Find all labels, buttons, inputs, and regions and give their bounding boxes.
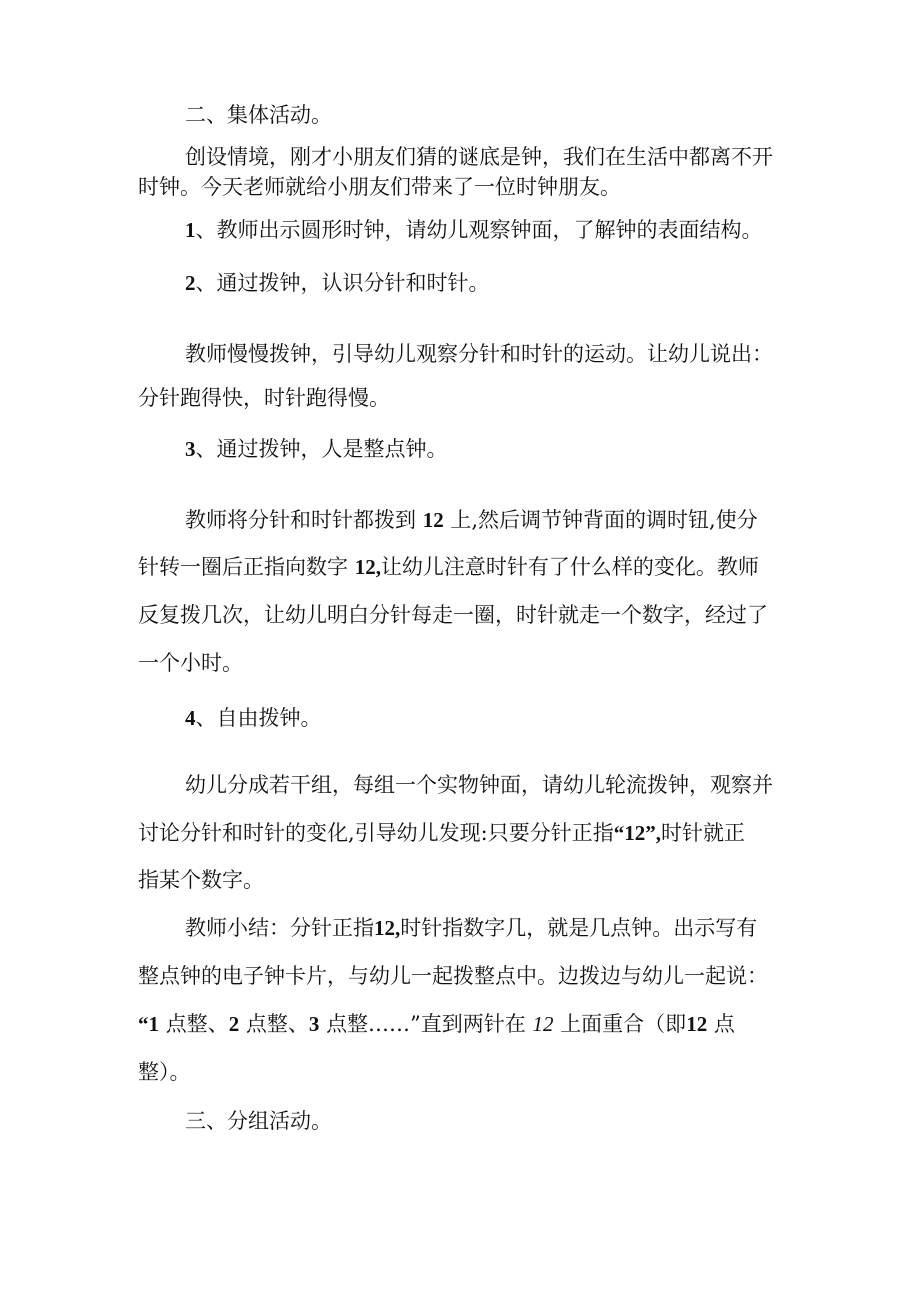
text-span: 点整、: [245, 1012, 309, 1036]
text-span: 时针就正: [661, 821, 745, 845]
section-2-heading: 二、集体活动。: [185, 103, 332, 127]
text-span: 教师将分针和时针都拨到: [185, 508, 416, 532]
step-3-number: 3: [185, 437, 196, 461]
paragraph-2-line-2: 分针跑得快，时针跑得慢。: [138, 386, 390, 410]
number-12: 12: [422, 508, 444, 532]
quoted-12: “12”,: [613, 821, 661, 845]
paragraph-3-line-4: 一个小时。: [138, 651, 243, 675]
text-span: 针转一圈后正指向数字: [138, 555, 348, 579]
step-4-text: 、自由拨钟。: [195, 706, 322, 730]
paragraph-4-line-1: 幼儿分成若干组，每组一个实物钟面，请幼儿轮流拨钟，观察并: [185, 773, 773, 797]
number-12: 12: [686, 1012, 708, 1036]
paragraph-4-line-2: [138, 818, 745, 848]
summary-line-4: 整）。: [138, 1060, 191, 1084]
paragraph-2-line-1: 教师慢慢拨钟，引导幼儿观察分针和时针的运动。让幼儿说出：: [185, 342, 773, 366]
text-span: 让幼儿注意时针有了什么样的变化。教师: [380, 555, 759, 579]
summary-line-1: [185, 913, 757, 943]
paragraph-3-line-2: [138, 552, 759, 582]
step-2-number: 2: [185, 271, 196, 295]
step-2-text: 、通过拨钟，认识分针和时针。: [195, 271, 490, 295]
number-12: 12,: [374, 916, 401, 940]
number-2: 2: [228, 1012, 240, 1036]
text-span: 点整……”直到两针在: [326, 1012, 526, 1036]
text-span: 讨论分针和时针的变化,引导幼儿发现:只要分针正指: [138, 821, 614, 845]
step-1-number: 1: [185, 218, 196, 242]
text-span: 点整、: [165, 1012, 229, 1036]
text-span: 上面重合（即: [560, 1012, 687, 1036]
text-span: 上,然后调节钟背面的调时钮,使分: [450, 508, 758, 532]
number-3: 3: [308, 1012, 320, 1036]
quoted-1: “1: [138, 1012, 159, 1036]
summary-line-3: [138, 1009, 735, 1039]
step-3-text: 、通过拨钟，人是整点钟。: [195, 437, 448, 461]
intro-paragraph-line-2: 时钟。今天老师就给小朋友们带来了一位时钟朋友。: [138, 175, 621, 199]
step-4: [185, 703, 322, 733]
italic-12: 12: [532, 1012, 554, 1036]
step-4-number: 4: [185, 706, 196, 730]
intro-paragraph-line-1: 创设情境，刚才小朋友们猜的谜底是钟，我们在生活中都离不开: [185, 145, 773, 169]
step-1: [185, 215, 763, 245]
section-3-heading: 三、分组活动。: [185, 1109, 332, 1133]
paragraph-3-line-1: [185, 505, 758, 535]
text-span: 时针指数字几，就是几点钟。出示写有: [400, 916, 758, 940]
step-3: [185, 434, 448, 464]
step-2: [185, 268, 490, 298]
summary-line-2: 整点钟的电子钟卡片，与幼儿一起拨整点中。边拨边与幼儿一起说：: [138, 964, 768, 988]
paragraph-4-line-3: 指某个数字。: [138, 868, 264, 892]
text-span: 点: [713, 1012, 735, 1036]
number-12: 12,: [354, 555, 381, 579]
text-span: 教师小结：分针正指: [185, 916, 374, 940]
step-1-text: 、教师出示圆形时钟，请幼儿观察钟面，了解钟的表面结构。: [195, 218, 763, 242]
paragraph-3-line-3: 反复拨几次，让幼儿明白分针每走一圈，时针就走一个数字，经过了: [138, 603, 768, 627]
